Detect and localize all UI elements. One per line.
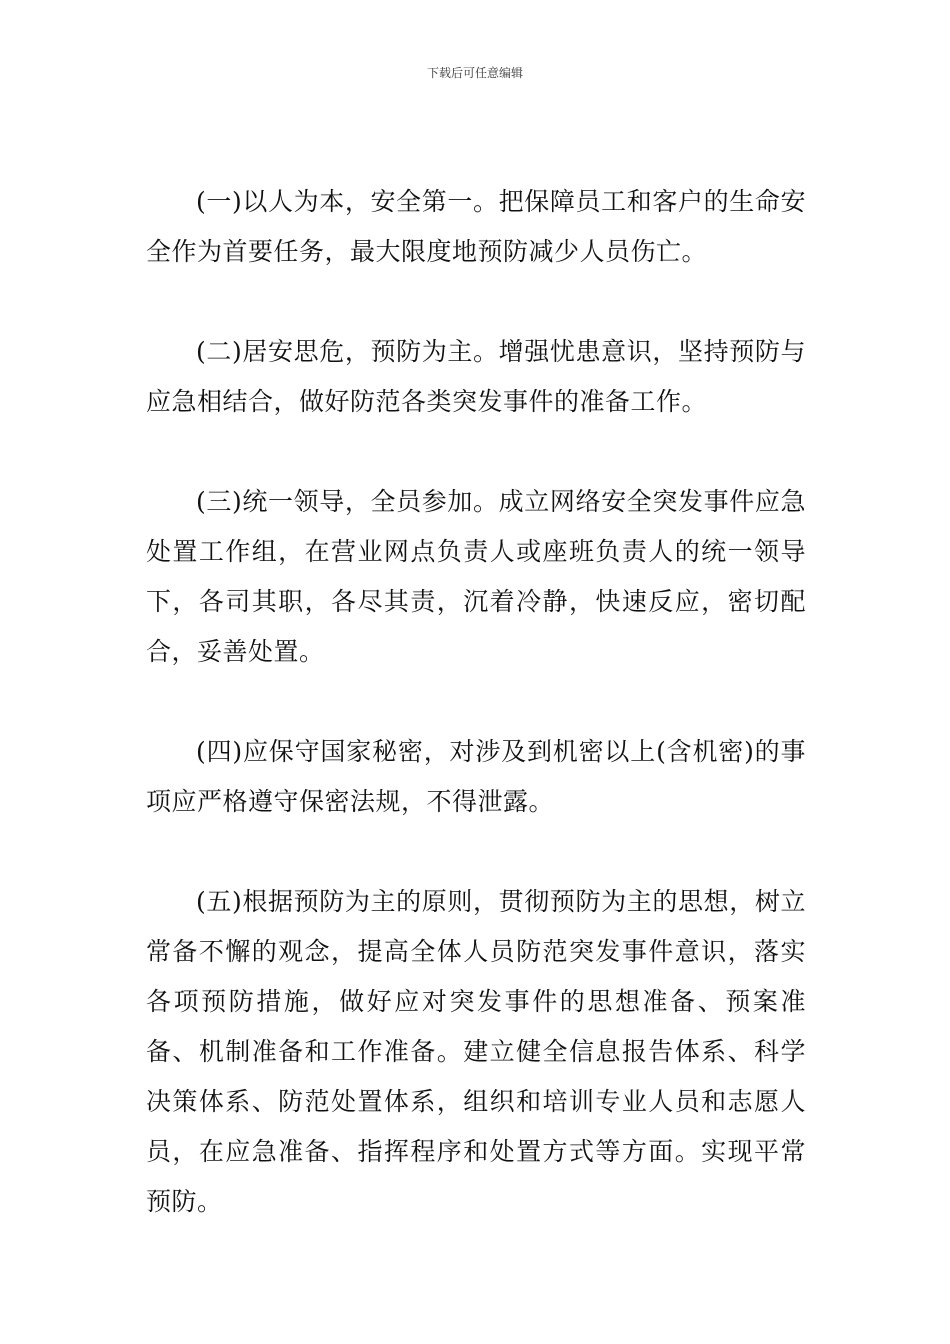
paragraph-5: (五)根据预防为主的原则，贯彻预防为主的思想，树立常备不懈的观念，提高全体人员防范突发事件意识，落实各项预防措施，做好应对突发事件的思想准备、预案准备、机制准备和工作准备。建立健全信息报告体系、科学决策体系、防范处置体系，组织和培训专业人员和志愿人员，在应急准备、指挥程序和处置方式等方面。实现平常预防。 (146, 887, 806, 1216)
paragraph-2: (二)居安思危，预防为主。增强忧患意识，坚持预防与应急相结合，做好防范各类突发事件的准备工作。 (146, 337, 806, 416)
paragraph-4: (四)应保守国家秘密，对涉及到机密以上(含机密)的事项应严格遵守保密法规，不得泄露。 (146, 737, 806, 816)
page-header-note: 下载后可任意编辑 (426, 66, 523, 80)
document-body (146, 177, 806, 1277)
paragraph-1: (一)以人为本，安全第一。把保障员工和客户的生命安全作为首要任务，最大限度地预防减少人员伤亡。 (146, 187, 806, 266)
paragraph-3: (三)统一领导，全员参加。成立网络安全突发事件应急处置工作组，在营业网点负责人或座班负责人的统一领导下，各司其职，各尽其责，沉着冷静，快速反应，密切配合，妥善处置。 (146, 487, 806, 666)
